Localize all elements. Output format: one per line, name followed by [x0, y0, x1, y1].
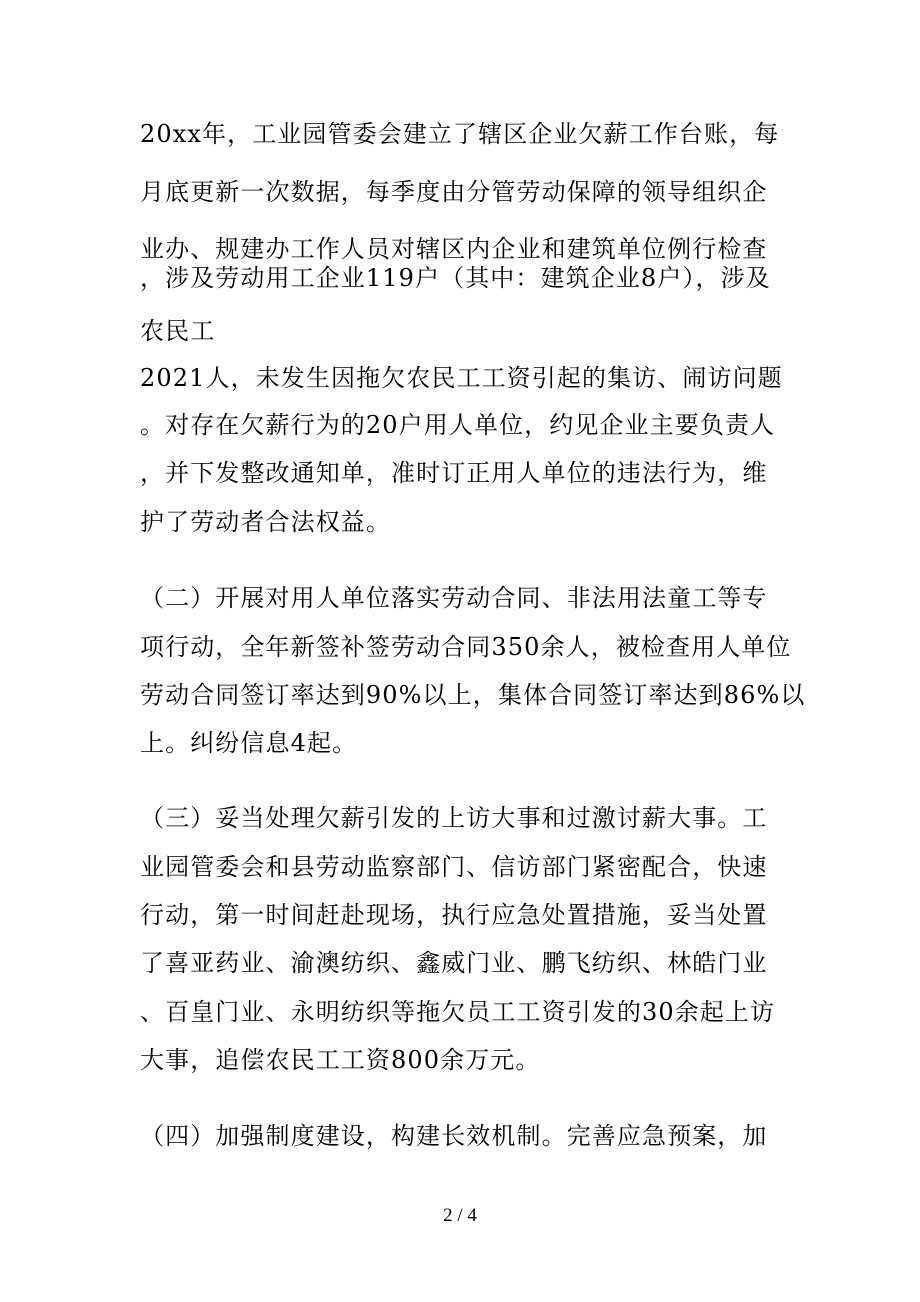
text-line: 业园管委会和县劳动监察部门、信访部门紧密配合，快速 [140, 853, 768, 881]
text-line: 大事，追偿农民工工资800余万元。 [140, 1046, 541, 1074]
text-line: （二）开展对用人单位落实劳动合同、非法用法童工等专 [140, 584, 768, 612]
page-number: 2 / 4 [443, 1205, 477, 1226]
text-line: ，涉及劳动用工企业119户（其中：建筑企业8户），涉及 [140, 264, 771, 292]
text-line: 农民工 [140, 317, 216, 345]
text-line: （四）加强制度建设，构建长效机制。完善应急预案，加 [140, 1122, 768, 1150]
text-line: 上。纠纷信息4起。 [140, 729, 358, 757]
text-line: 项行动，全年新签补签劳动合同350余人，被检查用人单位 [140, 633, 792, 661]
text-line: ，并下发整改通知单，准时订正用人单位的违法行为，维 [140, 459, 768, 487]
text-line: 月底更新一次数据，每季度由分管劳动保障的领导组织企 [140, 178, 768, 206]
text-line: 了喜亚药业、渝澳纺织、鑫威门业、鹏飞纺织、林皓门业 [140, 949, 768, 977]
text-line: 业办、规建办工作人员对辖区内企业和建筑单位例行检查 [140, 235, 768, 263]
text-line: 20xx年，工业园管委会建立了辖区企业欠薪工作台账，每 [140, 120, 780, 148]
text-line: （三）妥当处理欠薪引发的上访大事和过激讨薪大事。工 [140, 804, 768, 832]
text-line: 护了劳动者合法权益。 [140, 508, 391, 536]
text-line: 劳动合同签订率达到90%以上，集体合同签订率达到86%以 [140, 681, 806, 709]
text-line: 行动，第一时间赶赴现场，执行应急处置措施，妥当处置 [140, 901, 768, 929]
text-line: 2021人，未发生因拖欠农民工工资引起的集访、闹访问题 [140, 364, 783, 392]
text-line: 。对存在欠薪行为的20户用人单位，约见企业主要负责人 [140, 411, 776, 439]
text-line: 、百皇门业、永明纺织等拖欠员工工资引发的30余起上访 [140, 998, 776, 1026]
